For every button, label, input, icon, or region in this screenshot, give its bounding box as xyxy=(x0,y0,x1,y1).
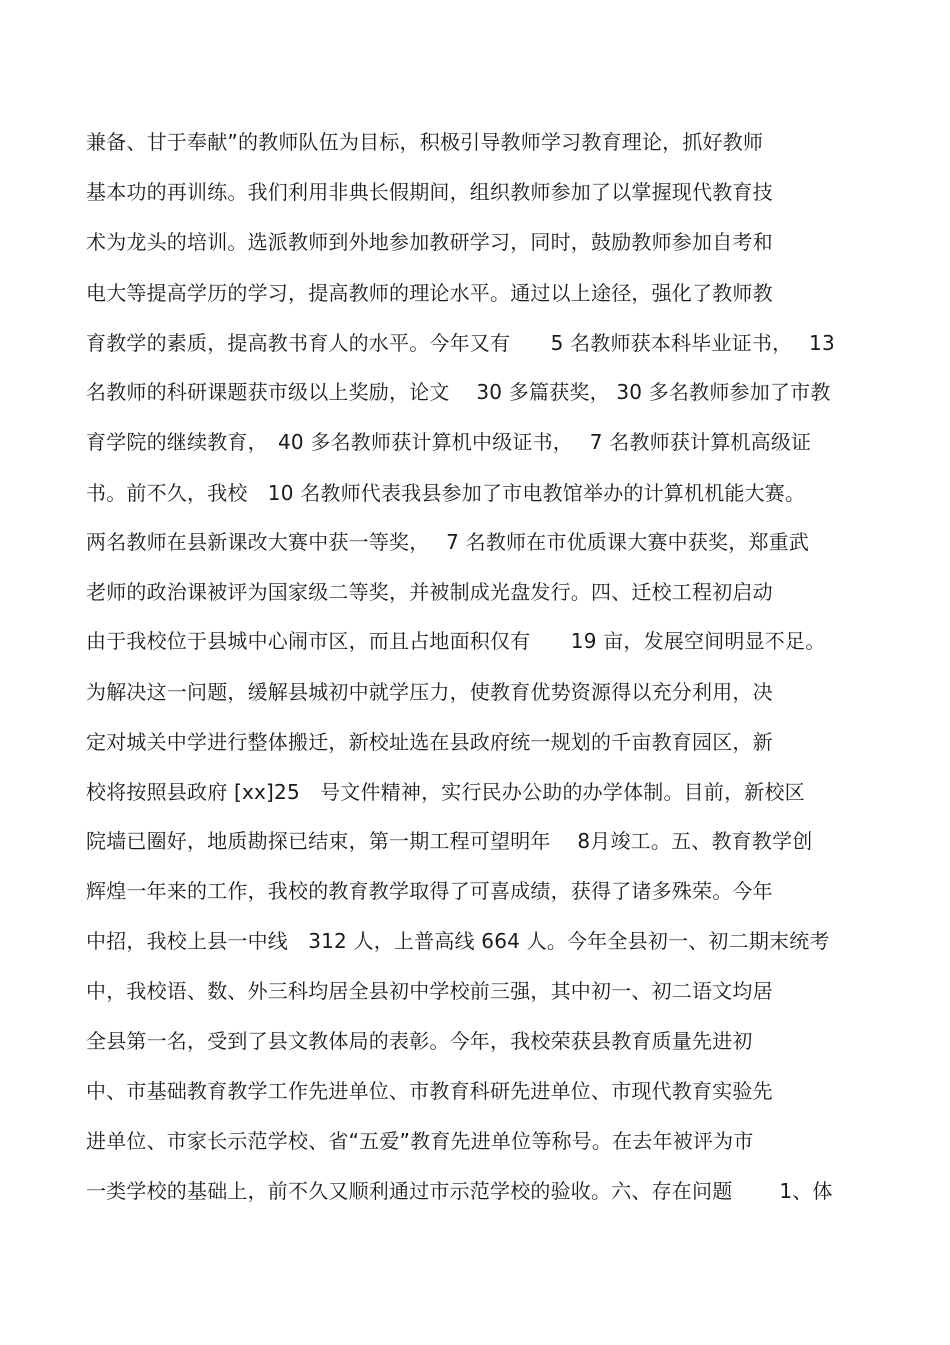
text-line-16: 辉煌一年来的工作，我校的教育教学取得了可喜成绩，获得了诸多殊荣。今年 xyxy=(86,879,773,903)
text-line-15: 院墙已圈好，地质勘探已结束，第一期工程可望明年 8月竣工。五、教育教学创 xyxy=(86,829,813,853)
text-line-13: 定对城关中学进行整体搬迁，新校址选在县政府统一规划的千亩教育园区，新 xyxy=(86,730,773,754)
text-line-11: 由于我校位于县城中心闹市区，而且占地面积仅有 19 亩，发展空间明显不足。 xyxy=(86,629,826,653)
text-line-14: 校将按照县政府 [xx]25 号文件精神，实行民办公助的办学体制。目前，新校区 xyxy=(86,780,805,804)
text-line-6: 名教师的科研课题获市级以上奖励，论文 30 多篇获奖， 30 多名教师参加了市教 xyxy=(86,380,831,404)
text-line-22: 一类学校的基础上，前不久又顺利通过市示范学校的验收。六、存在问题 1、体 xyxy=(86,1179,833,1203)
text-line-12: 为解决这一问题，缓解县城初中就学压力，使教育优势资源得以充分利用，决 xyxy=(86,680,773,704)
text-line-21: 进单位、市家长示范学校、省“五爱”教育先进单位等称号。在去年被评为市 xyxy=(86,1129,754,1153)
text-line-4: 电大等提高学历的学习，提高教师的理论水平。通过以上途径，强化了教师教 xyxy=(86,281,773,305)
text-line-9: 两名教师在县新课改大赛中获一等奖， 7 名教师在市优质课大赛中获奖，郑重武 xyxy=(86,530,810,554)
text-line-2: 基本功的再训练。我们利用非典长假期间，组织教师参加了以掌握现代教育技 xyxy=(86,180,773,204)
text-line-7: 育学院的继续教育， 40 多名教师获计算机中级证书， 7 名教师获计算机高级证 xyxy=(86,430,812,454)
text-line-8: 书。前不久，我校 10 名教师代表我县参加了市电教馆举办的计算机机能大赛。 xyxy=(86,481,806,505)
text-line-10: 老师的政治课被评为国家级二等奖，并被制成光盘发行。四、迁校工程初启动 xyxy=(86,580,773,604)
text-line-3: 术为龙头的培训。选派教师到外地参加教研学习，同时，鼓励教师参加自考和 xyxy=(86,230,773,254)
text-line-19: 全县第一名，受到了县文教体局的表彰。今年，我校荣获县教育质量先进初 xyxy=(86,1029,753,1053)
text-line-5: 育教学的素质，提高教书育人的水平。今年又有 5 名教师获本科毕业证书， 13 xyxy=(86,331,835,355)
text-line-18: 中，我校语、数、外三科均居全县初中学校前三强，其中初一、初二语文均居 xyxy=(86,979,773,1003)
text-line-17: 中招，我校上县一中线 312 人，上普高线 664 人。今年全县初一、初二期末统考 xyxy=(86,929,830,953)
text-line-20: 中、市基础教育教学工作先进单位、市教育科研先进单位、市现代教育实验先 xyxy=(86,1079,773,1103)
text-line-1: 兼备、甘于奉献”的教师队伍为目标，积极引导教师学习教育理论，抓好教师 xyxy=(86,130,764,154)
